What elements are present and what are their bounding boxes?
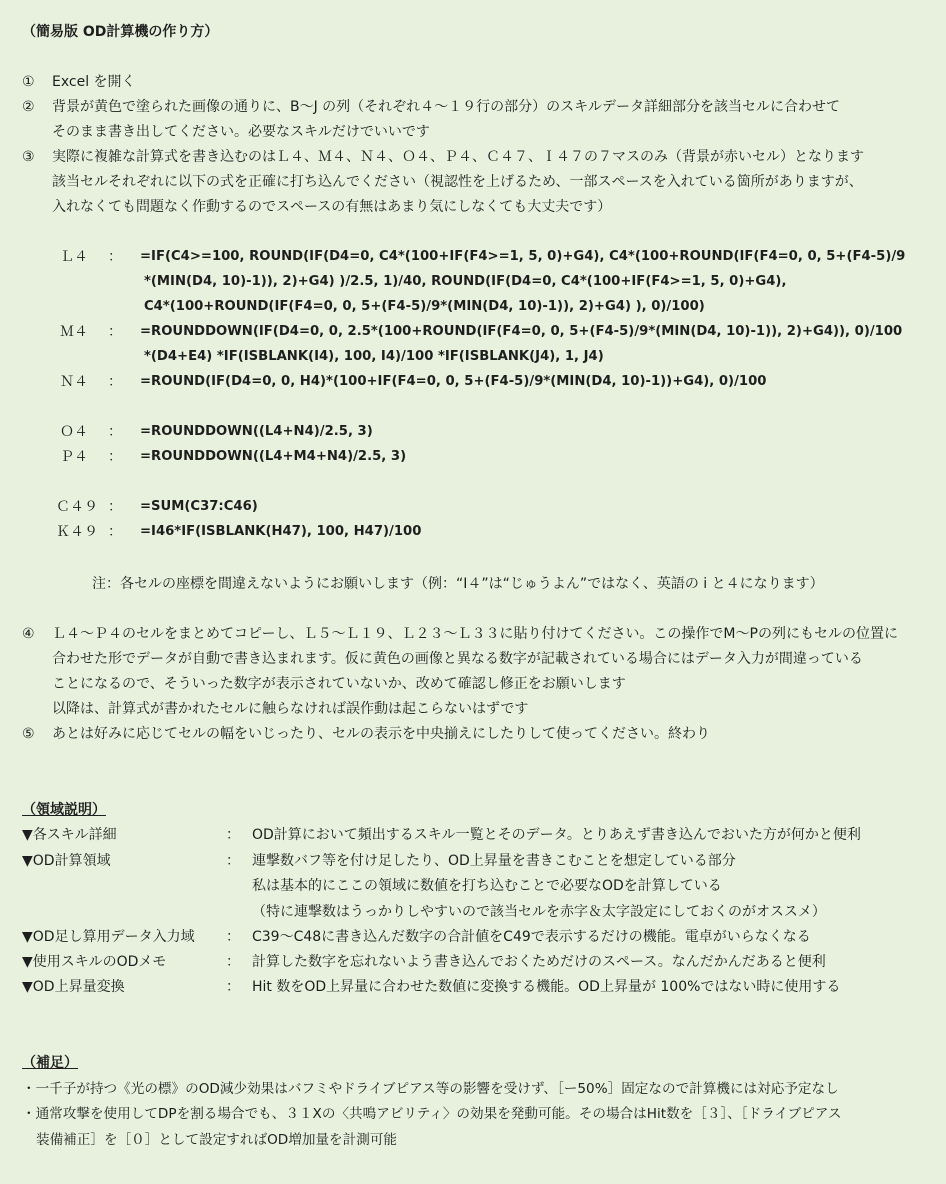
- step-4-marker: ④: [22, 626, 35, 642]
- formula-colon: ：: [108, 324, 122, 340]
- region-description: OD計算において頻出するスキル一覧とそのデータ。とりあえず書き込んでおいた方が何かと便利: [252, 827, 861, 843]
- region-label: ▼使用スキルのODメモ: [22, 954, 167, 970]
- region-colon: ：: [226, 853, 240, 869]
- region-colon: ：: [226, 827, 240, 843]
- step-3-line-3: 入れなくても問題なく作動するのでスペースの有無はあまり気にしなくても大丈夫です）: [52, 199, 612, 215]
- step-4-line-3: ことになるので、そういった数字が表示されていないか、改めて確認し修正をお願いします: [52, 676, 626, 692]
- region-label: ▼OD上昇量変換: [22, 979, 125, 995]
- page-title: （簡易版 OD計算機の作り方）: [22, 24, 219, 40]
- step-2-marker: ②: [22, 99, 35, 115]
- formula-label-O4: Ｏ４: [60, 424, 88, 440]
- formula-L4-line-2: *(MIN(D4, 10)-1)), 2)+G4) )/2.5, 1)/40, ROUND(IF(D4=0, C4*(100+IF(F4>=1, 5, 0)+G4),: [144, 274, 787, 289]
- region-colon: ：: [226, 954, 240, 970]
- step-2-line-2: そのまま書き出してください。必要なスキルだけでいいです: [52, 124, 430, 140]
- note-text: 注：各セルの座標を間違えないようにお願いします（例：“I４”は“じゅうよん”ではなく、英語の i と４になります）: [92, 576, 824, 592]
- formula-colon: ：: [108, 524, 122, 540]
- region-label: ▼OD足し算用データ入力域: [22, 929, 195, 945]
- formula-colon: ：: [108, 449, 122, 465]
- formula-colon: ：: [108, 374, 122, 390]
- step-1-marker: ①: [22, 74, 35, 90]
- formula-L4-line-3: C4*(100+ROUND(IF(F4=0, 0, 5+(F4-5)/9*(MIN(D4, 10)-1)), 2)+G4) ), 0)/100): [144, 299, 705, 314]
- supplement-heading: （補足）: [22, 1055, 78, 1071]
- formula-colon: ：: [108, 499, 122, 515]
- step-4-line-2: 合わせた形でデータが自動で書き込まれます。仮に黄色の画像と異なる数字が記載されている場合にはデータ入力が間違っている: [52, 651, 863, 667]
- formula-label-P4: Ｐ４: [60, 449, 88, 465]
- region-label: ▼OD計算領域: [22, 853, 111, 869]
- region-description: 計算した数字を忘れないよう書き込んでおくためだけのスペース。なんだかんだあると便利: [252, 954, 826, 970]
- formula-label-M4: Ｍ４: [60, 324, 88, 340]
- formula-colon: ：: [108, 424, 122, 440]
- formula-label-N4: Ｎ４: [60, 374, 88, 390]
- formula-label-L4: Ｌ４: [60, 249, 88, 265]
- formula-colon: ：: [108, 249, 122, 265]
- formula-label-C49: Ｃ４９: [56, 499, 98, 515]
- step-4-line-4: 以降は、計算式が書かれたセルに触らなければ誤作動は起こらないはずです: [52, 701, 529, 717]
- region-description: C39～C48に書き込んだ数字の合計値をC49で表示するだけの機能。電卓がいらなくなる: [252, 929, 811, 945]
- region-description: Hit 数をOD上昇量に合わせた数値に変換する機能。OD上昇量が 100%ではない時に使用する: [252, 979, 841, 995]
- step-4-line-1: Ｌ４～Ｐ４のセルをまとめてコピーし、Ｌ５～Ｌ１９、Ｌ２３～Ｌ３３に貼り付けてください。この操作でM～Pの列にもセルの位置に: [52, 626, 898, 642]
- formula-K49-line-1: =I46*IF(ISBLANK(H47), 100, H47)/100: [140, 524, 422, 539]
- formula-M4-line-2: *(D4+E4) *IF(ISBLANK(I4), 100, I4)/100 *IF(ISBLANK(J4), 1, J4): [144, 349, 604, 364]
- formula-C49-line-1: =SUM(C37:C46): [140, 499, 258, 514]
- formula-L4-line-1: =IF(C4>=100, ROUND(IF(D4=0, C4*(100+IF(F4>=1, 5, 0)+G4), C4*(100+ROUND(IF(F4=0, 0, 5+(F4-5)/9: [140, 249, 906, 264]
- step-1-text: Excel を開く: [52, 74, 136, 90]
- region-description: 私は基本的にここの領域に数値を打ち込むことで必要なODを計算している: [252, 878, 722, 894]
- step-3-line-2: 該当セルそれぞれに以下の式を正確に打ち込んでください（視認性を上げるため、一部スペースを入れている箇所がありますが、: [52, 174, 863, 190]
- formula-M4-line-1: =ROUNDDOWN(IF(D4=0, 0, 2.5*(100+ROUND(IF(F4=0, 0, 5+(F4-5)/9*(MIN(D4, 10)-1)), 2)+G4)), 0)/100: [140, 324, 903, 339]
- region-description: 連撃数バフ等を付け足したり、OD上昇量を書きこむことを想定している部分: [252, 853, 736, 869]
- step-5-line-1: あとは好みに応じてセルの幅をいじったり、セルの表示を中央揃えにしたりして使ってください。終わり: [52, 726, 710, 742]
- step-3-marker: ③: [22, 149, 35, 165]
- supplement-line-1: ・一千子が持つ《光の標》のOD減少効果はバフミやドライブピアス等の影響を受けず、［ー50%］固定なので計算機には対応予定なし: [22, 1081, 839, 1097]
- formula-label-K49: Ｋ４９: [56, 524, 98, 540]
- region-colon: ：: [226, 979, 240, 995]
- supplement-line-2: ・通常攻撃を使用してDPを割る場合でも、３１Xの〈共鳴アビリティ〉の効果を発動可能。その場合はHit数を［３］、［ドライブピアス: [22, 1106, 842, 1122]
- region-colon: ：: [226, 929, 240, 945]
- supplement-line-3: 装備補正］を［０］として設定すればOD増加量を計測可能: [36, 1132, 398, 1148]
- region-description: （特に連撃数はうっかりしやすいので該当セルを赤字＆太字設定にしておくのがオススメ）: [252, 904, 826, 920]
- step-5-marker: ⑤: [22, 726, 35, 742]
- region-label: ▼各スキル詳細: [22, 827, 117, 843]
- formula-N4-line-1: =ROUND(IF(D4=0, 0, H4)*(100+IF(F4=0, 0, 5+(F4-5)/9*(MIN(D4, 10)-1))+G4), 0)/100: [140, 374, 767, 389]
- formula-O4-line-1: =ROUNDDOWN((L4+N4)/2.5, 3): [140, 424, 373, 439]
- formula-P4-line-1: =ROUNDDOWN((L4+M4+N4)/2.5, 3): [140, 449, 407, 464]
- step-2-line-1: 背景が黄色で塗られた画像の通りに、B～J の列（それぞれ４～１９行の部分）のスキルデータ詳細部分を該当セルに合わせて: [52, 99, 841, 115]
- step-3-line-1: 実際に複雑な計算式を書き込むのはＬ４、Ｍ４、Ｎ４、Ｏ４、Ｐ４、Ｃ４７、Ｉ４７の７マスのみ（背景が赤いセル）となります: [52, 149, 864, 165]
- regions-heading: （領域説明）: [22, 802, 106, 818]
